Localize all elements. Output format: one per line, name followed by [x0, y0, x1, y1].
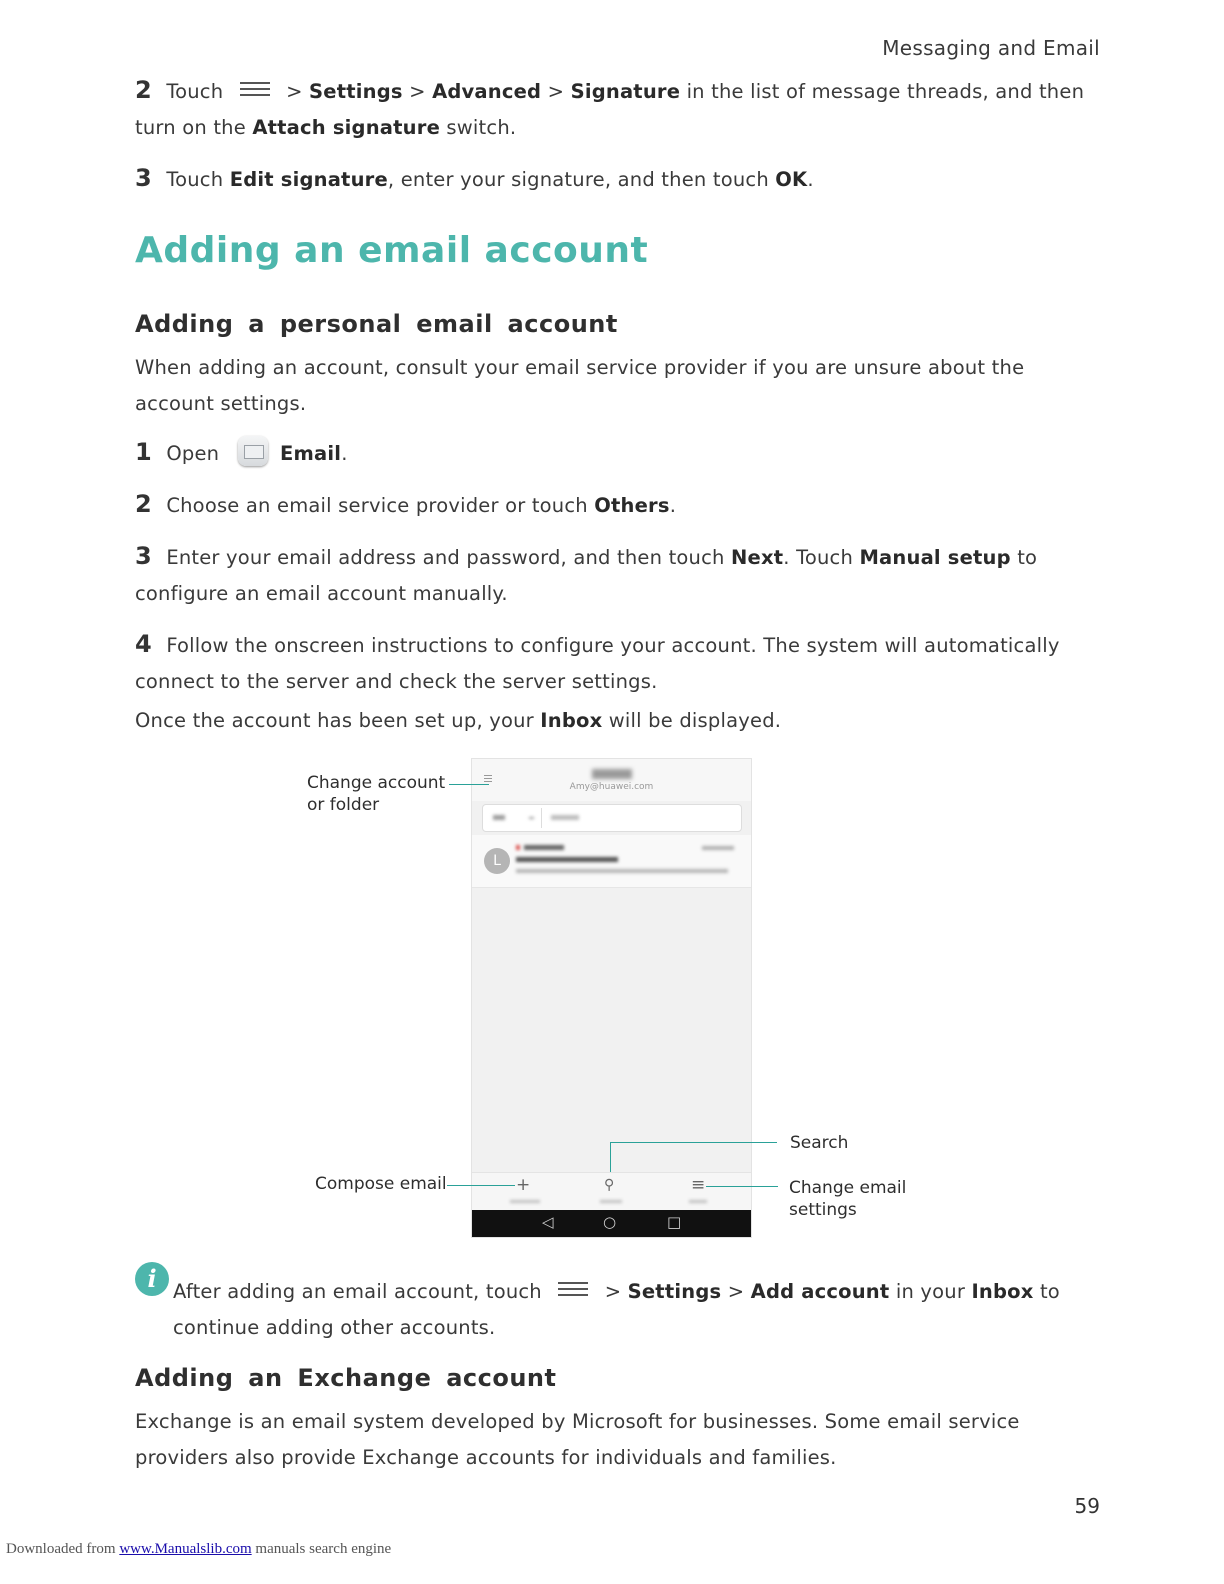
- home-icon[interactable]: ○: [603, 1213, 617, 1231]
- email-app-icon: [238, 436, 268, 466]
- inbox-displayed-text: Once the account has been set up, your Inbox will be displayed.: [135, 709, 782, 732]
- info-icon: i: [135, 1262, 169, 1296]
- exchange-heading: Adding an Exchange account: [135, 1364, 557, 1392]
- menu-icon: [240, 78, 270, 100]
- page-header: Messaging and Email: [882, 36, 1100, 60]
- system-nav-bar: [472, 1210, 751, 1237]
- section-title: Adding an email account: [135, 230, 649, 271]
- callout-line-search-h: [610, 1142, 777, 1143]
- inbox-toolbar: [472, 759, 751, 801]
- plus-icon[interactable]: +: [516, 1175, 531, 1195]
- personal-intro: When adding an account, consult your email service provider if you are unsure about the account settings.: [135, 356, 1025, 415]
- menu-icon: [558, 1278, 588, 1300]
- manualslib-link[interactable]: www.Manualslib.com: [119, 1541, 252, 1557]
- personal-step-3: 3 Enter your email address and password, and then touch Next. Touch Manual setup to configure an email account manually.: [135, 542, 1038, 605]
- personal-step-4: 4 Follow the onscreen instructions to configure your account. The system will automatically connect to the server and check the server settings.: [135, 630, 1060, 693]
- personal-step-2: 2 Choose an email service provider or touch Others.: [135, 490, 677, 518]
- callout-line-settings: [706, 1186, 778, 1187]
- inbox-title-blurred: [592, 769, 632, 779]
- recents-icon[interactable]: □: [667, 1213, 682, 1231]
- page-number: 59: [1074, 1494, 1100, 1518]
- exchange-intro: Exchange is an email system developed by Microsoft for businesses. Some email service providers also provide Exchange accounts for individuals and families.: [135, 1410, 1020, 1469]
- inbox-screenshot: [471, 758, 752, 1238]
- back-icon[interactable]: ◁: [542, 1213, 554, 1231]
- callout-search: Search: [790, 1133, 849, 1153]
- avatar: L: [484, 848, 510, 874]
- signature-step-3: 3 Touch Edit signature, enter your signature, and then touch OK.: [135, 164, 814, 192]
- callout-line-search-v: [610, 1142, 611, 1172]
- signature-step-2: 2 Touch > Settings > Advanced > Signature in the list of message threads, and then turn on the Attach signature switch.: [135, 76, 1085, 139]
- account-email: Amy@huawei.com: [569, 782, 654, 792]
- search-icon[interactable]: ⚲: [604, 1177, 615, 1193]
- callout-compose: Compose email: [315, 1174, 447, 1194]
- callout-line-change-account: [449, 784, 489, 785]
- callout-change-account: Change account or folder: [307, 773, 446, 815]
- download-footer: Downloaded from www.Manualslib.com manuals search engine: [6, 1541, 392, 1557]
- search-box[interactable]: [482, 804, 742, 832]
- callout-settings: Change email settings: [789, 1178, 907, 1220]
- personal-step-1: 1 Open Email.: [135, 434, 1095, 472]
- bottom-action-bar: [472, 1172, 751, 1211]
- message-list-item[interactable]: [472, 835, 751, 888]
- callout-line-compose: [447, 1185, 515, 1186]
- personal-heading: Adding a personal email account: [135, 310, 618, 338]
- note-text: After adding an email account, touch > Settings > Add account in your Inbox to continue adding other accounts.: [173, 1274, 1103, 1346]
- settings-menu-icon[interactable]: ≡: [691, 1175, 706, 1195]
